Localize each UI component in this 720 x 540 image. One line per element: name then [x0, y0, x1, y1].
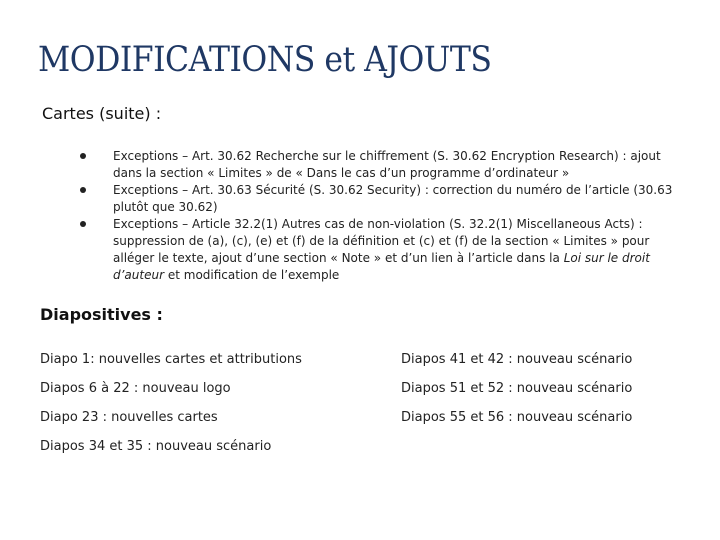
- page-title: MODIFICATIONS et AJOUTS: [38, 40, 492, 80]
- slide-row: [40, 352, 680, 381]
- slide-change-item: Diapos 55 et 56 : nouveau scénario: [401, 410, 633, 425]
- cartes-heading: Cartes (suite) :: [42, 104, 162, 123]
- slide-changes: [40, 352, 680, 468]
- slide-row: [40, 381, 680, 410]
- bullet-icon: [80, 187, 86, 193]
- list-item: [80, 148, 680, 182]
- slide-row: [40, 410, 680, 439]
- slide-change-item: Diapos 41 et 42 : nouveau scénario: [401, 352, 633, 367]
- slide-change-item: Diapos 34 et 35 : nouveau scénario: [40, 439, 272, 454]
- slide-change-item: Diapo 1: nouvelles cartes et attributions: [40, 352, 302, 367]
- cartes-list: [80, 148, 680, 284]
- diapositives-heading: Diapositives :: [40, 305, 163, 324]
- list-item-text: Exceptions – Art. 30.62 Recherche sur le chiffrement (S. 30.62 Encryption Research) : ajout dans la section « Limites » de « Dans le cas d’un programme d’ordinateur »: [113, 149, 661, 180]
- list-item-text-end: et modification de l’exemple: [164, 268, 340, 282]
- law-title: Loi sur le droit d’auteur: [113, 251, 650, 282]
- list-item-text: Exceptions – Article 32.2(1) Autres cas de non-violation (S. 32.2(1) Miscellaneous Acts) : suppression de (a), (c), (e) et (f) de la définition et (c) et (f) de la section « Limites » pour alléger le texte, ajout d’une section « Note » et d’un lien à l’article dans la: [113, 217, 650, 265]
- slide-change-item: Diapos 6 à 22 : nouveau logo: [40, 381, 231, 396]
- bullet-icon: [80, 153, 86, 159]
- slide-row: [40, 439, 680, 468]
- list-item: [80, 216, 680, 284]
- list-item: [80, 182, 680, 216]
- list-item-text: Exceptions – Art. 30.63 Sécurité (S. 30.62 Security) : correction du numéro de l’article (30.63 plutôt que 30.62): [113, 183, 673, 214]
- slide-change-item: Diapos 51 et 52 : nouveau scénario: [401, 381, 633, 396]
- bullet-icon: [80, 221, 86, 227]
- slide-change-item: Diapo 23 : nouvelles cartes: [40, 410, 218, 425]
